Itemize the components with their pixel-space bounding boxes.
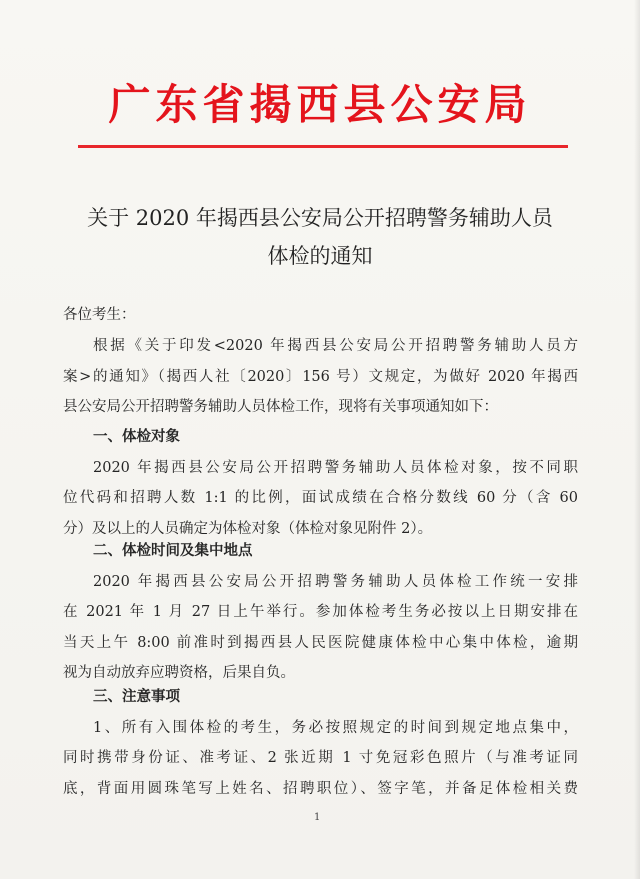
intro-line: 根据《关于印发<2020 年揭西县公安局公开招聘警务辅助人员方 [93,338,578,354]
section-2-line: 2020 年揭西县公安局公开招聘警务辅助人员体检工作统一安排 [93,573,578,590]
salutation-text: 各位考生： [63,307,136,323]
letterhead-title: 广东省揭西县公安局 [108,80,532,129]
section-3-line: 同时携带身份证、准考证、2 张近期 1 寸免冠彩色照片（与准考证同 [63,750,578,766]
section-1-line: 2020 年揭西县公安局公开招聘警务辅助人员体检对象，按不同职 [93,459,578,476]
section-2-heading: 二、体检时间及集中地点 [93,542,253,559]
letterhead-red-rule [78,145,568,148]
section-2 [63,536,578,689]
scan-edge-shadow [634,0,640,879]
section-3-heading: 三、注意事项 [93,688,180,705]
section-2-line: 当天上午 8:00 前准时到揭西县人民医院健康体检中心集中体检，逾期 [63,634,578,651]
salutation [63,300,578,331]
intro-line: 县公安局公开招聘警务辅助人员体检工作，现将有关事项通知如下： [63,399,498,415]
section-3-line: 底，背面用圆珠笔写上姓名、招聘职位）、签字笔，并备足体检相关费 [63,780,578,797]
section-2-line: 在 2021 年 1 月 27 日上午举行。参加体检考生务必按以上日期安排在 [63,604,578,620]
notice-title-line-1: 关于 2020 年揭西县公安局公开招聘警务辅助人员 [87,206,553,230]
section-1-line: 位代码和招聘人数 1:1 的比例，面试成绩在合格分数线 60 分（含 60 [63,490,578,506]
intro-line: 案>的通知》（揭西人社〔2020〕156 号）文规定，为做好 2020 年揭西 [63,368,578,385]
section-1-line: 分）及以上的人员确定为体检对象（体检对象见附件 2）。 [63,520,433,537]
notice-title-line-2: 体检的通知 [267,244,373,268]
section-2-line: 视为自动放弃应聘资格，后果自负。 [63,665,295,681]
section-3-line: 1、所有入围体检的考生，务必按照规定的时间到规定地点集中， [93,719,578,736]
intro-paragraph [63,331,578,423]
section-1 [63,422,578,544]
section-1-heading: 一、体检对象 [93,428,180,445]
section-3 [63,682,578,804]
page-number: 1 [314,812,321,823]
